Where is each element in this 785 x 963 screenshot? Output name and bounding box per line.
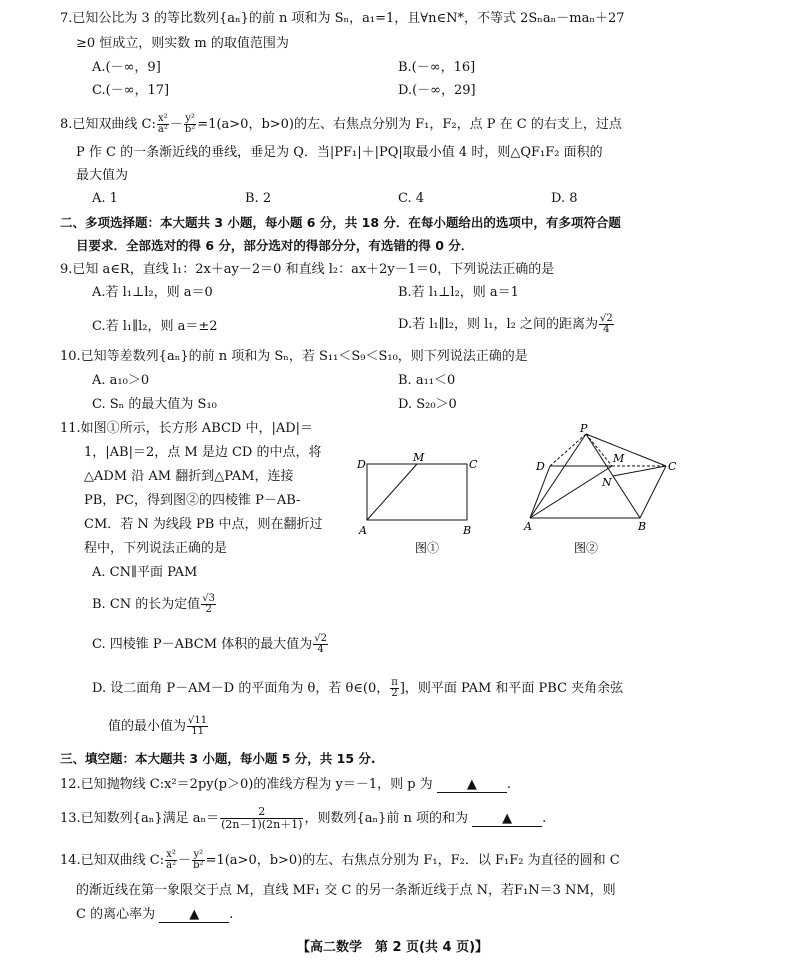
q13-frac: $\frac{2}{(2n-1)(2n+1)}$ [221,805,303,831]
fig2-label-n: N [602,476,612,489]
q11-stem-line4: PB，PC，得到图②的四棱锥 P－AB- [84,493,301,508]
q9-stem: 9.已知 a∈R，直线 l₁：2x＋ay－2＝0 和直线 l₂：ax＋2y－1＝0，下列说法正确的是 [60,262,555,277]
fig1-label-c: C [469,458,478,471]
q8-option-a: A. 1 [92,191,118,206]
q12-text: 12.已知抛物线 C:x²＝2py(p＞0)的准线方程为 y＝－1，则 p 为 [60,777,433,792]
q11-stem-line6: 程中，下列说法正确的是 [84,541,228,556]
fig1-rect-abcd [367,464,467,520]
fig2-edge-pa [530,434,586,518]
q11-stem-line5: CM．若 N 为线段 PB 中点，则在翻折过 [84,517,323,532]
q13-triangle-marker: ▲ [502,811,513,826]
q11-stem-line1: 11.如图①所示，长方形 ABCD 中，|AD|＝ [60,421,314,436]
q12-triangle-marker: ▲ [466,777,477,792]
q7-option-d: D.(－∞，29] [398,83,476,98]
section2-heading-line1: 二、多项选择题：本大题共 3 小题，每小题 6 分，共 18 分．在每小题给出的选项中，有多项符合题 [60,215,621,230]
fig2-edge-am [530,466,612,518]
section3-heading: 三、填空题：本大题共 3 小题，每小题 5 分，共 15 分. [60,751,376,766]
q11-stem-line3: △ADM 沿 AM 翻折到△PAM，连接 [84,469,294,484]
q14-stem-line2: 的渐近线在第一象限交于点 M，直线 MF₁ 交 C 的另一条渐近线于点 N，若F₁N＝3 NM，则 [76,883,616,898]
fig2-label-a: A [524,520,532,533]
q8-stem-line3: 最大值为 [76,168,129,183]
q13-answer-blank[interactable] [472,812,542,827]
q14-frac-x: $\frac{\text{x²}}{\text{a²}}$ [166,849,177,871]
q8-post: =1(a>0，b>0)的左、右焦点分别为 F₁，F₂，点 P 在 C 的右支上，过点 [197,117,622,132]
q7-stem-line1: 7.已知公比为 3 的等比数列{aₙ}的前 n 项和为 Sₙ，a₁=1，且∀n∈N*，不等式 2Sₙaₙ－maₙ＋27 [60,11,625,26]
q14-frac-y: $\frac{\text{y²}}{\text{b²}}$ [193,849,204,871]
q11-option-d-line2 [108,712,209,742]
q7-stem-line2: ≥0 恒成立，则实数 m 的取值范围为 [76,36,289,51]
q9-option-c: C.若 l₁∥l₂，则 a＝±2 [92,319,218,334]
q7-option-b: B.(－∞，16] [398,60,476,75]
fig1-label-b: B [463,524,472,537]
q8-option-d: D. 8 [551,191,578,206]
q11-option-d-text-post: ]，则平面 PAM 和平面 PBC 夹角余弦 [399,681,624,696]
q8-minus: － [169,117,183,132]
q8-frac-x: $\frac{\text{x²}}{\text{a²}}$ [157,113,168,135]
q11-option-c-text: C. 四棱锥 P－ABCM 体积的最大值为 [92,637,313,652]
q8-option-b: B. 2 [245,191,272,206]
q8-option-c: C. 4 [398,191,425,206]
q14-triangle-marker: ▲ [189,907,200,922]
q12-line [60,776,511,794]
q8-stem-line1 [60,110,622,140]
q11-option-c [92,630,329,660]
q8-stem-line2: P 作 C 的一条渐近线的垂线，垂足为 Q．当|PF₁|＋|PQ|取最小值 4 时，则△QF₁F₂ 面积的 [76,145,603,160]
q10-option-b: B. a₁₁＜0 [398,373,456,388]
q12-answer-blank[interactable] [437,778,507,793]
q14-text: C 的离心率为 [76,907,156,922]
q14-end: . [229,907,234,922]
q9-option-b: B.若 l₁⊥l₂，则 a＝1 [398,285,519,300]
q11-option-d-line2-frac: $\frac{√11}{11}$ [188,715,208,737]
fig1-caption: 图① [415,541,440,555]
q8-pre: 8.已知双曲线 C: [60,117,156,132]
q14-minus: － [178,853,192,868]
q14-answer-blank[interactable] [159,908,229,923]
fig2-label-p: P [580,422,588,435]
fig2-edge-bc [640,466,666,518]
q11-option-b [92,590,217,620]
q10-option-d: D. S₂₀＞0 [398,397,457,412]
q14-stem-line3 [76,906,233,924]
q7-option-c: C.(－∞，17] [92,83,170,98]
fig2-edge-pc [586,434,666,466]
section2-heading-line2: 目要求．全部选对的得 6 分，部分选对的得部分分，有选错的得 0 分． [76,238,474,253]
q9-option-d [398,310,615,340]
fig2-label-d: D [536,460,545,473]
page-footer: 【高二数学 第 2 页(共 4 页)】 [296,940,489,955]
q13-text-post: ，则数列{aₙ}前 n 项的和为 [304,811,469,826]
q14-pre: 14.已知双曲线 C: [60,853,165,868]
fig2-edge-nc [613,466,666,476]
q11-option-d-text: D. 设二面角 P－AM－D 的平面角为 θ，若 θ∈(0， [92,681,390,696]
fig2-label-m: M [613,452,625,465]
fig1-label-m: M [413,451,425,464]
figure-2-pyramid [520,420,690,560]
fig2-label-c: C [668,460,677,473]
q8-frac-y: $\frac{\text{y²}}{\text{b²}}$ [184,113,196,135]
q12-end: . [506,777,511,792]
q11-option-b-frac: $\frac{√3}{2}$ [202,593,216,615]
fig2-caption: 图② [574,541,599,555]
fig1-segment-am [367,464,417,520]
q11-stem-line2: 1，|AB|＝2，点 M 是边 CD 的中点，将 [84,445,322,460]
q9-option-d-frac: $\frac{√2}{4}$ [599,313,613,335]
q11-option-b-text: B. CN 的长为定值 [92,597,201,612]
q11-option-a: A. CN∥平面 PAM [92,565,198,580]
fig1-label-a: A [359,524,367,537]
q10-option-c: C. Sₙ 的最大值为 S₁₀ [92,397,217,412]
figure-1-rectangle [355,448,485,558]
q11-option-d-line1 [92,674,623,704]
fig1-label-d: D [357,458,366,471]
q9-option-a: A.若 l₁⊥l₂，则 a＝0 [92,285,213,300]
q11-option-d-line2-text: 值的最小值为 [108,719,187,734]
q10-stem: 10.已知等差数列{aₙ}的前 n 项和为 Sₙ，若 S₁₁＜S₉＜S₁₀，则下列说法正确的是 [60,349,528,364]
fig2-label-b: B [638,520,647,533]
q7-option-a: A.(－∞，9] [92,60,161,75]
q13-end: . [542,811,547,826]
q11-option-c-frac: $\frac{√2}{4}$ [314,633,327,655]
q9-option-d-text: D.若 l₁∥l₂，则 l₁，l₂ 之间的距离为 [398,317,598,332]
q14-post: =1(a>0，b>0)的左、右焦点分别为 F₁，F₂．以 F₁F₂ 为直径的圆和 C [205,853,620,868]
q13-line [60,802,546,836]
q14-stem-line1 [60,846,620,876]
q13-text: 13.已知数列{aₙ}满足 aₙ＝ [60,811,220,826]
q11-option-d-frac: $\frac{\pi}{2}$ [391,677,398,699]
q10-option-a: A. a₁₀＞0 [92,373,150,388]
